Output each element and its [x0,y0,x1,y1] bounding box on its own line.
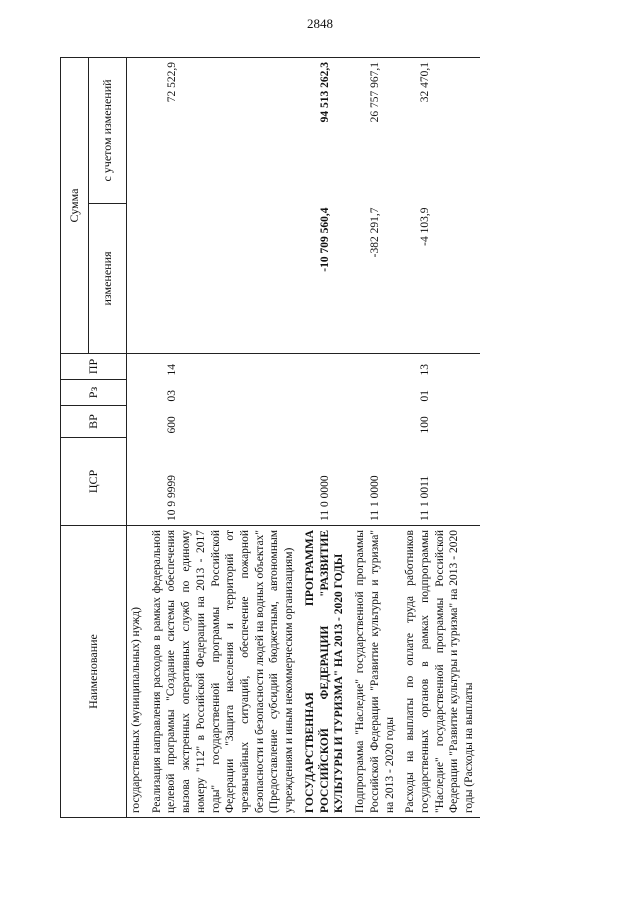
header-pr: ПР [61,354,127,380]
table-row [147,57,300,817]
table-row [127,57,147,817]
row-total: 26 757 967,1 [350,57,400,203]
row-csr: 11 0 0000 [318,475,331,521]
row-rz: 01 [419,390,432,402]
row-pr [350,354,400,380]
header-name: Наименование [61,526,127,818]
row-csr: 11 1 0011 [419,475,432,521]
row-name: ГОСУДАРСТВЕННАЯ ПРОГРАММА РОССИЙСКОЙ ФЕДЕРАЦИИ "РАЗВИТИЕ КУЛЬТУРЫ И ТУРИЗМА" НА 2013 - 2020 ГОДЫ [300,526,350,818]
row-vr [127,406,147,438]
row-vr: 100 [419,416,432,434]
row-vr [350,406,400,438]
header-sum: Сумма [61,57,89,353]
row-pr: 14 [147,354,300,380]
row-total [127,57,147,203]
header-csr: ЦСР [61,438,127,526]
header-changes: изменения [89,204,127,354]
row-vr: 600 [165,416,178,434]
row-name: Реализация направления расходов в рамках федеральной целевой программы "Создание системы обеспечения вызова экстренных оперативных служб по единому номеру "112" в Российской Федерации на 2013 - 2017 годы" государственной программы Российской Федерации "Защита населения и территорий от чрезвычайных ситуаций, обеспечение пожарной безопасности и безопасности людей на водных объектах" (Предоставление субсидий бюджетным, автономным учреждениям и иным некоммерческим организациям) [147,526,300,818]
rotated-page-viewport [60,38,580,818]
row-csr [127,438,147,526]
header-rz: Рз [61,380,127,406]
row-csr: 11 1 0000 [369,475,382,521]
table-row [300,57,350,817]
row-total: 32 470,1 [400,57,480,203]
budget-table-sheet [60,38,580,818]
row-change: -382 291,7 [369,207,382,258]
table-row [350,57,400,817]
row-change [127,204,147,354]
row-name: государственных (муниципальных) нужд) [127,526,147,818]
row-pr [127,354,147,380]
row-total: 94 513 262,3 [300,57,350,203]
row-name: Расходы на выплаты по оплате труда работников государственных органов в рамках подпрограммы "Наследие" государственной программы Российской Федерации "Развитие культуры и туризма" на 2013 - 2020 годы (Расходы на выплаты [400,526,480,818]
header-with-changes: с учетом изменений [89,57,127,203]
table-row [400,57,480,817]
page-number: 2848 [307,16,333,31]
row-change [147,204,300,354]
row-total: 72 522,9 [147,57,300,203]
row-rz [350,380,400,406]
row-name: Подпрограмма "Наследие" государственной программы Российской Федерации "Развитие культуры и туризма" на 2013 - 2020 годы [350,526,400,818]
budget-table [60,57,480,818]
row-rz [300,380,350,406]
row-change: -10 709 560,4 [318,207,331,272]
row-vr [300,406,350,438]
row-rz [127,380,147,406]
row-pr: 13 [400,354,480,380]
header-vr: ВР [61,406,127,438]
table-body [127,57,480,817]
row-change: -4 103,9 [419,207,432,246]
row-pr [300,354,350,380]
row-rz: 03 [165,390,178,402]
row-csr: 10 9 9999 [165,475,178,521]
